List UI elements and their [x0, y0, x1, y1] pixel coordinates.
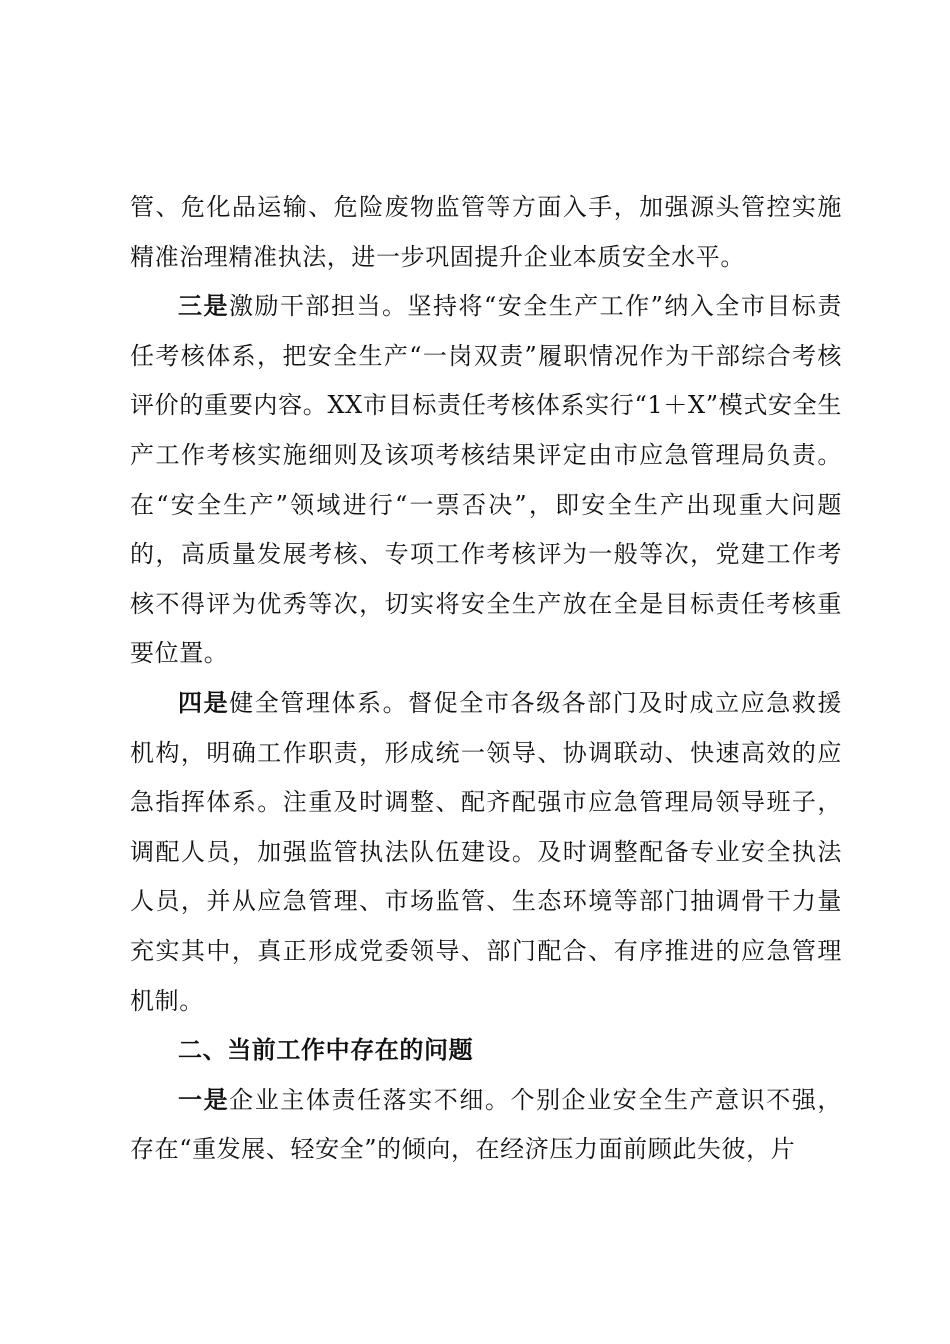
paragraph-text: 健全管理体系。督促全市各级各部门及时成立应急救援机构，明确工作职责，形成统一领导、协调联动、快速高效的应急指挥体系。注重及时调整、配齐配强市应急管理局领导班子，调配人员，加强监管执法队伍建设。及时调整配备专业安全执法人员，并从应急管理、市场监管、生态环境等部门抽调骨干力量充实其中，真正形成党委领导、部门配合、有序推进的应急管理机制。 — [130, 688, 842, 1015]
paragraph-lead-label: 一是 — [178, 1085, 230, 1114]
paragraph-lead-label: 三是 — [178, 292, 229, 321]
paragraph-text: 企业主体责任落实不细。个别企业安全生产意识不强，存在“重发展、轻安全”的倾向，在经济压力面前顾此失彼，片 — [130, 1085, 842, 1164]
section-heading: 二、当前工作中存在的问题 — [178, 1036, 474, 1065]
paragraph-text: 管、危化品运输、危险废物监管等方面入手，加强源头管控实施精准治理精准执法，进一步巩固提升企业本质安全水平。 — [130, 193, 842, 271]
paragraph-text: 激励干部担当。坚持将“安全生产工作”纳入全市目标责任考核体系，把安全生产“一岗双责”履职情况作为干部综合考核评价的重要内容。XX市目标责任考核体系实行“1＋X”模式安全生产工作考核实施细则及该项考核结果评定由市应急管理局负责。在“安全生产”领域进行“一票否决”，即安全生产出现重大问题的，高质量发展考核、专项工作考核评为一般等次，党建工作考核不得评为优秀等次，切实将安全生产放在全是目标责任考核重要位置。 — [130, 292, 842, 668]
paragraph-continued — [130, 183, 842, 282]
paragraph-enterprise-responsibility — [130, 1076, 842, 1175]
paragraph-incentivize-cadres — [130, 282, 842, 679]
paragraph-lead-label: 四是 — [178, 688, 230, 717]
document-body — [130, 183, 842, 1175]
paragraph-management-system — [130, 679, 842, 1026]
